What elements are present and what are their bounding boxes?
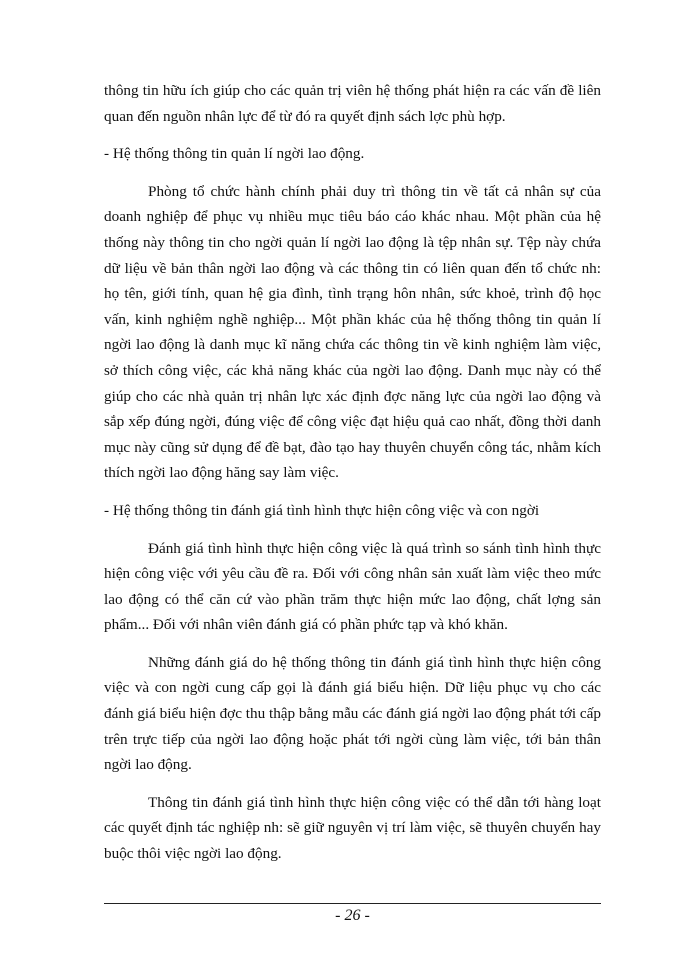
page-number: - 26 - (335, 907, 370, 924)
section-heading-performance-evaluation: - Hệ thống thông tin đánh giá tình hình thực hiện công việc và con ngời (104, 501, 540, 519)
paragraph-hr-records: Phòng tổ chức hành chính phải duy trì thông tin về tất cả nhân sự của doanh nghiệp để phục vụ nhiều mục tiêu báo cáo khác nhau. Một phần của hệ thống này thông tin cho ngời quản lí ngời lao động là tệp nhân sự. Tệp này chứa dữ liệu về bản thân ngời lao động và các thông tin có liên quan đến tổ chức nh: họ tên, giới tính, quan hệ gia đình, tình trạng hôn nhân, sức khoẻ, trình độ học vấn, kinh nghiệm nghề nghiệp... Một phần khác của hệ thống thông tin quản lí ngời lao động là danh mục kĩ năng chứa các thông tin về kinh nghiệm làm việc, sở thích công việc, các khả năng khác của ngời lao động. Danh mục này có thể giúp cho các nhà quản trị nhân lực xác định đợc năng lực của ngời lao động và sắp xếp đúng ngời, đúng việc để công việc đạt hiệu quả cao nhất, đồng thời danh mục này cũng sử dụng để đề bạt, đào tạo hay thuyên chuyển công tác, nhằm kích thích ngời lao động hăng say làm việc. (104, 182, 601, 482)
paragraph-continuation: thông tin hữu ích giúp cho các quản trị viên hệ thống phát hiện ra các vấn đề liên quan đến nguồn nhân lực để từ đó ra quyết định sách lợc phù hợp. (104, 82, 601, 125)
footer-divider (104, 903, 601, 904)
paragraph-operational-decisions: Thông tin đánh giá tình hình thực hiện công việc có thể dẫn tới hàng loạt các quyết định tác nghiệp nh: sẽ giữ nguyên vị trí làm việc, sẽ thuyên chuyển hay buộc thôi việc ngời lao động. (104, 793, 601, 863)
paragraph-evaluation-definition: Đánh giá tình hình thực hiện công việc là quá trình so sánh tình hình thực hiện công việc với yêu cầu đề ra. Đối với công nhân sản xuất làm việc theo mức lao động có thể căn cứ vào phần trăm thực hiện mức lao động, chất lợng sản phẩm... Đối với nhân viên đánh giá có phần phức tạp và khó khăn. (104, 539, 601, 634)
paragraph-performance-appraisal: Những đánh giá do hệ thống thông tin đánh giá tình hình thực hiện công việc và con ngời cung cấp gọi là đánh giá biểu hiện. Dữ liệu phục vụ cho các đánh giá biểu hiện đợc thu thập bằng mẫu các đánh giá ngời lao động phát tới cấp trên trực tiếp của ngời lao động hoặc phát tới ngời cùng làm việc, tới bản thân ngời lao động. (104, 653, 601, 774)
section-heading-hr-management: - Hệ thống thông tin quản lí ngời lao động. (104, 145, 365, 163)
body-text (104, 78, 601, 867)
